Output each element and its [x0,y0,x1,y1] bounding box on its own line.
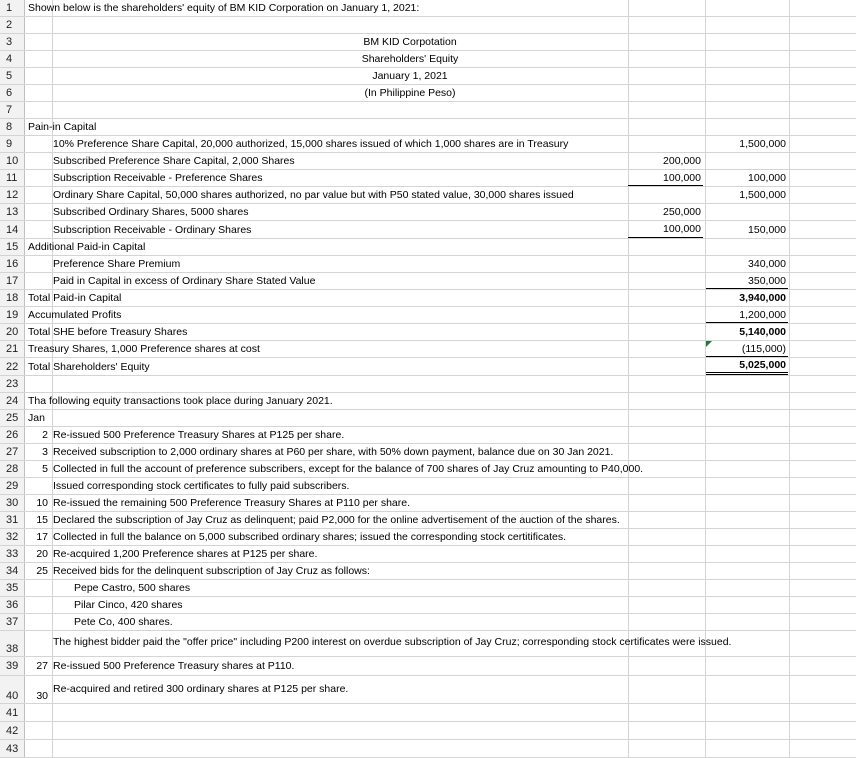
sub-pref-amount[interactable] [628,153,703,169]
row-31 [0,512,856,529]
row-header[interactable]: 30 [0,495,25,511]
apic-heading[interactable]: Additional Paid-in Capital [28,241,146,253]
row-11 [0,170,856,187]
row-header[interactable]: 6 [0,85,25,101]
pref-premium-label[interactable]: Preference Share Premium [53,258,181,270]
row-header[interactable]: 21 [0,341,25,357]
row-header[interactable]: 20 [0,324,25,340]
row-header[interactable]: 26 [0,427,25,443]
row-header[interactable]: 15 [0,239,25,255]
transaction-day[interactable]: 10 [36,497,48,509]
pref-capital-amount[interactable] [706,136,788,152]
row-header[interactable]: 10 [0,153,25,169]
row-26 [0,427,856,444]
amount-value: 3,940,000 [739,292,786,304]
row-header[interactable]: 24 [0,393,25,409]
row-16 [0,256,856,273]
pref-premium-amount[interactable] [706,256,788,272]
row-8 [0,119,856,136]
total-she-label[interactable]: Total Shareholders' Equity [28,360,150,373]
row-17 [0,273,856,290]
company-name[interactable]: BM KID Corpotation [363,36,457,48]
row-header[interactable]: 18 [0,290,25,306]
row-22 [0,358,856,376]
row-header[interactable]: 34 [0,563,25,579]
sub-ord-amount[interactable] [628,204,703,220]
row-32 [0,529,856,546]
currency-note[interactable]: (In Philippine Peso) [364,87,456,99]
row-6 [0,85,856,102]
treasury-amount[interactable] [706,341,788,357]
sub-rec-ord-amount[interactable] [628,221,703,238]
row-14 [0,221,856,239]
row-header[interactable]: 39 [0,657,25,675]
transaction-day[interactable]: 25 [36,565,48,577]
row-header[interactable]: 12 [0,187,25,203]
sub-rec-pref-label[interactable]: Subscription Receivable - Preference Shares [53,172,263,184]
row-header[interactable]: 22 [0,358,25,375]
amount-value: 200,000 [663,155,701,167]
row-38 [0,631,856,657]
amount-value: 1,500,000 [739,189,786,201]
ord-capital-label[interactable]: Ordinary Share Capital, 50,000 shares authorized, no par value but with P50 stated value, 30,000 shares issued [53,189,574,201]
row-1 [0,0,856,17]
row-header[interactable]: 42 [0,722,25,739]
row-23 [0,376,856,393]
amount-value: (115,000) [741,342,786,355]
row-header[interactable]: 33 [0,546,25,562]
transaction-text[interactable]: Re-acquired and retired 300 ordinary shares at P125 per share. [53,683,349,695]
amount-value: 100,000 [748,172,786,184]
amount-value: 150,000 [748,223,786,236]
row-18 [0,290,856,307]
row-header[interactable]: 38 [0,631,25,656]
transaction-text[interactable]: Collected in full the account of preference subscribers, except for the balance of 700 shares of Jay Cruz amounting to P40,000. [53,463,644,475]
row-header[interactable]: 14 [0,221,25,238]
amount-value: 1,500,000 [739,138,786,150]
row-37 [0,614,856,631]
row-5 [0,68,856,85]
row-header[interactable]: 5 [0,68,25,84]
transaction-text[interactable]: Re-issued the remaining 500 Preference Treasury Shares at P110 per share. [53,497,410,509]
row-36 [0,597,856,614]
bid-note[interactable]: The highest bidder paid the "offer price" including P200 interest on overdue subscription of Jay Cruz; corresponding stock certificates were issued. [53,636,732,648]
row-9 [0,136,856,153]
transaction-text[interactable]: Received subscription to 2,000 ordinary shares at P60 per share, with 50% down payment, balance due on 30 Jan 2021. [53,446,614,458]
transaction-day[interactable]: 27 [36,660,48,672]
sub-ord-label[interactable]: Subscribed Ordinary Shares, 5000 shares [53,206,249,218]
ord-capital-amount[interactable] [706,187,788,203]
row-header[interactable]: 19 [0,307,25,323]
sub-rec-ord-label[interactable]: Subscription Receivable - Ordinary Shares [53,223,252,236]
row-header[interactable]: 1 [0,0,25,16]
row-24 [0,393,856,410]
row-header[interactable]: 37 [0,614,25,630]
transaction-text[interactable]: Issued corresponding stock certificates to fully paid subscribers. [53,480,350,492]
amount-value: 340,000 [748,258,786,270]
row-15 [0,239,856,256]
she-before-ts-label[interactable]: Total SHE before Treasury Shares [28,326,188,338]
row-29 [0,478,856,495]
row-header[interactable]: 31 [0,512,25,528]
amount-value: 5,140,000 [739,326,786,338]
row-header[interactable]: 40 [0,676,25,703]
sub-pref-net[interactable] [706,170,788,186]
row-header[interactable]: 2 [0,17,25,33]
amount-value: 250,000 [663,206,701,218]
total-paid-in-label[interactable]: Total Paid-in Capital [28,292,122,304]
row-header[interactable]: 3 [0,34,25,50]
she-before-ts-amount[interactable] [706,324,788,340]
row-30 [0,495,856,512]
row-41 [0,704,856,722]
row-21 [0,341,856,358]
row-header[interactable]: 25 [0,410,25,426]
bidder[interactable]: Pete Co, 400 shares. [74,616,173,628]
amount-value: 5,025,000 [739,359,786,371]
row-header[interactable]: 11 [0,170,25,186]
row-33 [0,546,856,563]
accum-profits-label[interactable]: Accumulated Profits [28,309,122,321]
transactions-intro[interactable]: Tha following equity transactions took place during January 2021. [28,395,333,407]
row-3 [0,34,856,51]
transaction-day[interactable]: 15 [36,514,48,526]
pic-ord-label[interactable]: Paid in Capital in excess of Ordinary Share Stated Value [53,275,316,287]
row-header[interactable]: 28 [0,461,25,477]
transaction-text[interactable]: Received bids for the delinquent subscription of Jay Cruz as follows: [53,565,370,577]
transaction-day[interactable]: 3 [42,446,48,458]
bidder[interactable]: Pepe Castro, 500 shares [74,582,191,594]
total-paid-in-amount[interactable] [706,290,788,306]
row-4 [0,51,856,68]
row-header[interactable]: 9 [0,136,25,152]
treasury-label[interactable]: Treasury Shares, 1,000 Preference shares at cost [28,343,260,355]
paid-in-heading[interactable]: Pain-in Capital [28,121,97,133]
row-25 [0,410,856,427]
row-header[interactable]: 32 [0,529,25,545]
transaction-day[interactable]: 2 [42,429,48,441]
row-header[interactable]: 7 [0,102,25,118]
transaction-text[interactable]: Re-issued 500 Preference Treasury Shares at P125 per share. [53,429,345,441]
statement-title[interactable]: Shareholders' Equity [361,53,459,65]
month-label[interactable]: Jan [28,412,45,424]
row-39 [0,657,856,676]
row-header[interactable]: 17 [0,273,25,289]
pic-ord-amount[interactable] [706,273,788,289]
transaction-text[interactable]: Re-acquired 1,200 Preference shares at P125 per share. [53,548,318,560]
row-12 [0,187,856,204]
accum-profits-amount[interactable] [706,307,788,323]
transaction-text[interactable]: Collected in full the balance on 5,000 subscribed ordinary shares; issued the corresponding stock certitificates. [53,531,567,543]
row-header[interactable]: 13 [0,204,25,220]
row-header[interactable]: 27 [0,444,25,460]
amount-value: 100,000 [663,223,701,235]
row-20 [0,324,856,341]
row-7 [0,102,856,119]
amount-value: 350,000 [748,274,786,287]
amount-value: 100,000 [663,171,701,184]
transaction-day[interactable]: 30 [36,690,48,702]
row-header[interactable]: 36 [0,597,25,613]
row-header[interactable]: 41 [0,704,25,721]
sub-ord-net[interactable] [706,221,788,238]
row-header[interactable]: 4 [0,51,25,67]
transaction-text[interactable]: Re-issued 500 Preference Treasury shares at P110. [53,660,295,672]
row-2 [0,17,856,34]
transaction-day[interactable]: 20 [36,548,48,560]
row-header[interactable]: 8 [0,119,25,135]
bidder[interactable]: Pilar Cinco, 420 shares [74,599,183,611]
row-34 [0,563,856,580]
pref-capital-label[interactable]: 10% Preference Share Capital, 20,000 authorized, 15,000 shares issued of which 1,000 shares are in Treasury [53,138,569,150]
row-header[interactable]: 35 [0,580,25,596]
row-header[interactable]: 43 [0,740,25,757]
sub-pref-label[interactable]: Subscribed Preference Share Capital, 2,000 Shares [53,155,295,167]
transaction-day[interactable]: 5 [42,463,48,475]
row-19 [0,307,856,324]
row-27 [0,444,856,461]
row-header[interactable]: 29 [0,478,25,494]
amount-value: 1,200,000 [739,308,786,321]
row-10 [0,153,856,170]
intro-text[interactable]: Shown below is the shareholders' equity of BM KID Corporation on January 1, 2021: [28,2,420,14]
row-40 [0,676,856,704]
row-43 [0,740,856,758]
row-13 [0,204,856,221]
row-header[interactable]: 23 [0,376,25,392]
transaction-text[interactable]: Declared the subscription of Jay Cruz as delinquent; paid P2,000 for the online advertisement of the auction of the shares. [53,514,620,526]
row-28 [0,461,856,478]
sub-rec-pref-amount[interactable] [628,170,703,186]
row-42 [0,722,856,740]
transaction-day[interactable]: 17 [36,531,48,543]
row-header[interactable]: 16 [0,256,25,272]
total-she-amount[interactable] [706,358,788,375]
row-35 [0,580,856,597]
statement-date[interactable]: January 1, 2021 [372,70,448,82]
